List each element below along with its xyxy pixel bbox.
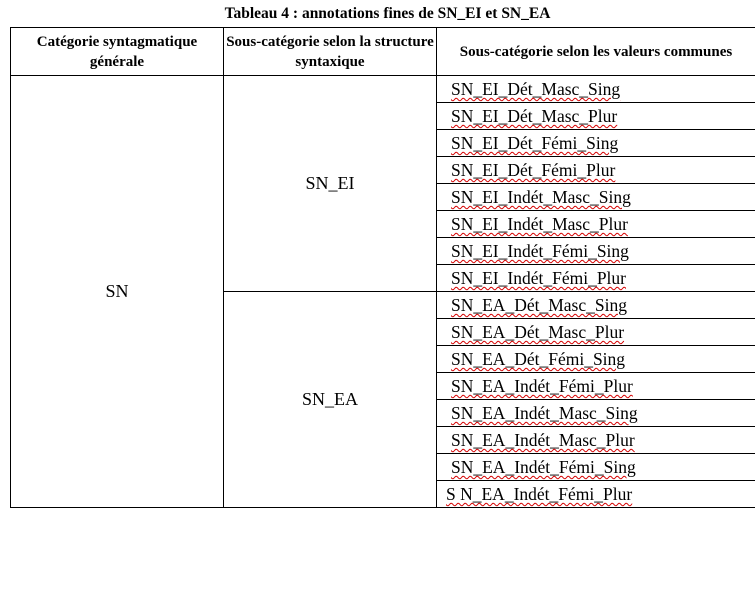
value-cell xyxy=(437,454,755,481)
header-general-category: Catégorie syntagmatique générale xyxy=(11,28,224,76)
value-cell xyxy=(437,265,755,292)
value-text: SN_EI_Indét_Masc_Plur xyxy=(451,214,628,234)
value-text: SN_EI_Indét_Masc_Sing xyxy=(451,187,631,207)
annotation-table xyxy=(10,27,755,508)
value-text: SN_EI_Indét_Fémi_Sing xyxy=(451,241,629,261)
value-text: SN_EA_Dét_Masc_Plur xyxy=(451,322,625,342)
value-cell xyxy=(437,130,755,157)
value-cell xyxy=(437,103,755,130)
value-cell xyxy=(437,427,755,454)
header-row xyxy=(11,28,755,76)
value-text: SN_EA_Indét_Masc_Sing xyxy=(451,403,638,423)
value-cell xyxy=(437,292,755,319)
value-text: SN_EA_Indét_Fémi_Plur xyxy=(451,376,633,396)
value-cell xyxy=(437,373,755,400)
table-caption: Tableau 4 : annotations fines de SN_EI et SN_EA xyxy=(224,5,551,22)
category-cell-sn: SN xyxy=(11,76,224,508)
value-text: SN_EA_Indét_Masc_Plur xyxy=(451,430,635,450)
value-cell xyxy=(437,400,755,427)
value-text: S N_EA_Indét_Fémi_Plur xyxy=(446,484,633,504)
value-cell xyxy=(437,184,755,211)
header-syntactic-subcategory: Sous-catégorie selon la structure syntaxique xyxy=(224,28,437,76)
table-row xyxy=(11,76,755,103)
value-cell xyxy=(437,157,755,184)
subcategory-cell-sn-ea: SN_EA xyxy=(224,292,437,508)
value-cell xyxy=(437,319,755,346)
value-cell xyxy=(437,76,755,103)
value-text: SN_EI_Dét_Masc_Plur xyxy=(451,106,618,126)
value-cell xyxy=(437,211,755,238)
value-cell xyxy=(437,346,755,373)
value-text: SN_EI_Indét_Fémi_Plur xyxy=(451,268,626,288)
value-text: SN_EI_Dét_Masc_Sing xyxy=(451,79,621,99)
value-text: SN_EI_Dét_Fémi_Plur xyxy=(451,160,616,180)
value-cell xyxy=(437,238,755,265)
value-text: SN_EI_Dét_Fémi_Sing xyxy=(451,133,619,153)
header-common-values-subcategory: Sous-catégorie selon les valeurs communes xyxy=(437,28,755,76)
value-text: SN_EA_Dét_Masc_Sing xyxy=(451,295,627,315)
value-text: SN_EA_Dét_Fémi_Sing xyxy=(451,349,626,369)
value-cell xyxy=(437,481,755,508)
value-text: SN_EA_Indét_Fémi_Sing xyxy=(451,457,636,477)
subcategory-cell-sn-ei: SN_EI xyxy=(224,76,437,292)
